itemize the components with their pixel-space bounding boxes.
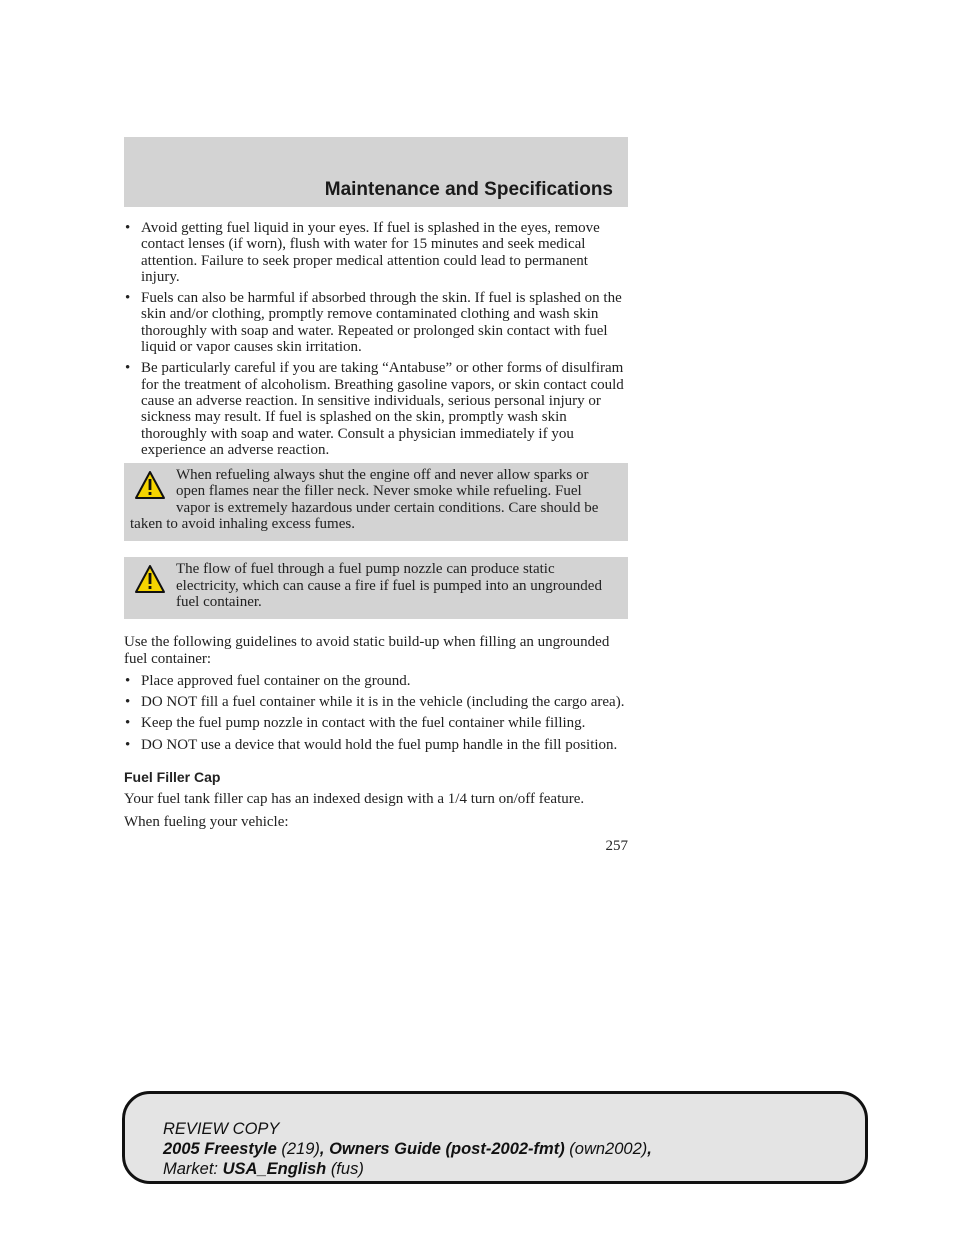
warning-triangle-icon: [134, 470, 166, 500]
fueling-paragraph: When fueling your vehicle:: [124, 813, 289, 830]
review-copy-footer: [122, 1091, 868, 1184]
footer-market: USA_English: [222, 1160, 327, 1178]
footer-guide-code: (own2002): [569, 1140, 648, 1158]
warning-box-static: [124, 557, 628, 619]
review-copy-label: REVIEW COPY: [163, 1120, 280, 1138]
list-item: • Keep the fuel pump nozzle in contact with the fuel container while filling.: [124, 715, 628, 731]
guidelines-bullet-list: [124, 673, 628, 753]
list-item: • Place approved fuel container on the ground.: [124, 673, 628, 689]
footer-model: 2005 Freestyle: [163, 1140, 277, 1158]
subheading-fuel-filler-cap: Fuel Filler Cap: [124, 769, 221, 786]
section-title: Maintenance and Specifications: [324, 179, 613, 200]
guidelines-intro: Use the following guidelines to avoid static build-up when filling an ungrounded fuel container:: [124, 634, 610, 667]
warning-triangle-icon: [134, 564, 166, 594]
list-item: • Avoid getting fuel liquid in your eyes. If fuel is splashed in the eyes, remove contact lenses (if worn), flush with water for 15 minutes and seek medical attention. Failure to seek proper medical attention could lead to permanent injury.: [124, 220, 628, 285]
list-item: • Fuels can also be harmful if absorbed through the skin. If fuel is splashed on the skin and/or clothing, promptly remove contaminated clothing and wash skin thoroughly with soap and water. Repeated or prolonged skin contact with fuel liquid or vapor causes skin irritation.: [124, 290, 628, 355]
warning-text: When refueling always shut the engine off and never allow sparks or open flames near the filler neck. Never smoke while refueling. Fuel vapor is extremely hazardous under certain conditions. Care should be taken to avoid inhaling excess fumes.: [130, 467, 599, 533]
list-item: • DO NOT fill a fuel container while it is in the vehicle (including the cargo area).: [124, 694, 628, 710]
page-number: 257: [605, 837, 628, 854]
list-item: • Be particularly careful if you are taking “Antabuse” or other forms of disulfiram for the treatment of alcoholism. Breathing gasoline vapors, or skin contact could cause an adverse reaction. In sensitive individuals, serious personal injury or sickness may result. If fuel is splashed on the skin, promptly wash skin thoroughly with soap and water. Consult a physician immediately if you experience an adverse reaction.: [124, 360, 628, 458]
safety-bullet-list: [124, 220, 628, 458]
footer-text: [163, 1119, 652, 1179]
footer-market-code: (fus): [330, 1160, 364, 1178]
section-header-band: [124, 137, 628, 207]
footer-market-label: Market:: [163, 1160, 219, 1178]
filler-cap-paragraph: Your fuel tank filler cap has an indexed design with a 1/4 turn on/off feature.: [124, 791, 585, 808]
warning-box-refueling: [124, 463, 628, 541]
footer-separator: ,: [319, 1140, 325, 1158]
footer-separator: ,: [647, 1140, 652, 1158]
footer-guide: Owners Guide (post-2002-fmt): [329, 1140, 565, 1158]
warning-text: The flow of fuel through a fuel pump nozzle can produce static electricity, which can cause a fire if fuel is pumped into an ungrounded fuel container.: [176, 561, 602, 610]
footer-model-code: (219): [281, 1140, 320, 1158]
list-item: • DO NOT use a device that would hold the fuel pump handle in the fill position.: [124, 737, 628, 753]
page-content: [124, 220, 628, 854]
